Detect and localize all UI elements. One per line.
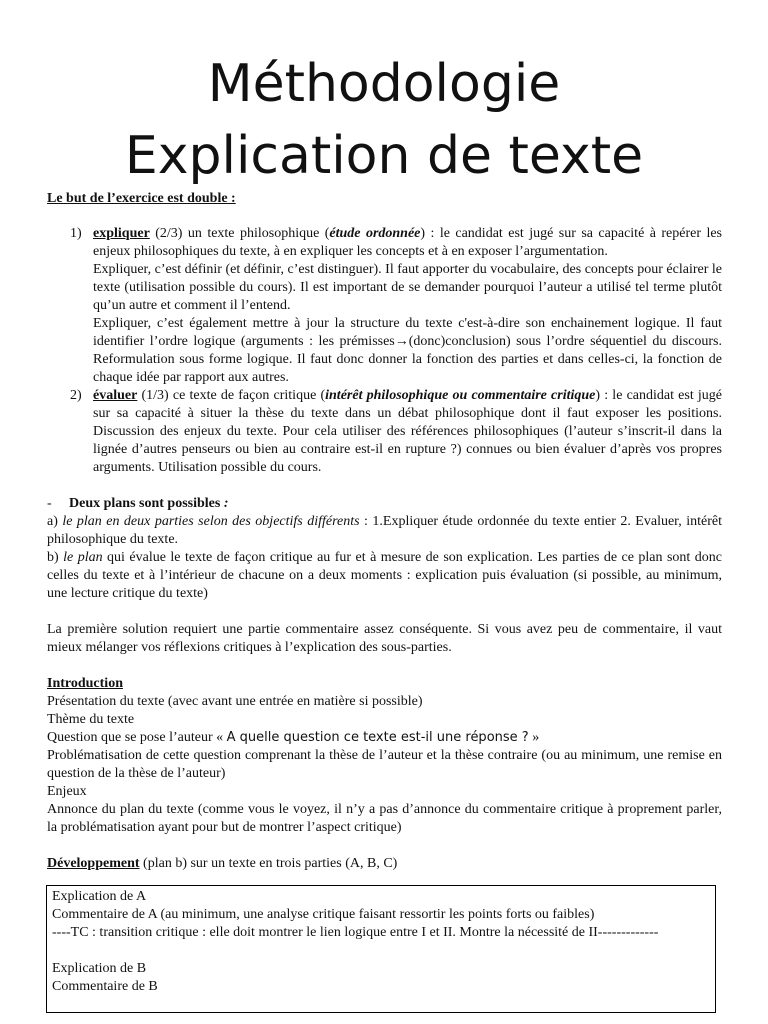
dash-bullet: - (47, 496, 52, 511)
keyword-expliquer: expliquer (93, 226, 150, 241)
spacer (47, 657, 722, 675)
question-suffix: » (528, 730, 540, 745)
introduction-heading: Introduction (47, 676, 123, 691)
introduction-line-5: Enjeux (47, 784, 87, 799)
keyword-evaluer: évaluer (93, 388, 138, 403)
title-line-1: Méthodologie (207, 54, 561, 114)
spacer (47, 837, 722, 855)
spacer (52, 942, 711, 960)
ratio-text: (1/3) ce texte de façon critique ( (137, 388, 326, 403)
plans-heading-colon: : (220, 496, 229, 511)
plan-a-prefix: a) (47, 514, 63, 529)
plans-heading (47, 495, 722, 513)
emphasis-commentaire-critique: intérêt philosophique ou commentaire critique (325, 388, 596, 403)
box-line-5: Commentaire de B (52, 979, 158, 994)
list-number: 1) (70, 226, 82, 241)
plan-b-prefix: b) (47, 550, 64, 565)
developpement-heading: Développement (47, 856, 140, 871)
plan-b (47, 549, 722, 603)
introduction-line-1: Présentation du texte (avec avant une entrée en matière si possible) (47, 694, 423, 709)
spacer (47, 603, 722, 621)
title-line-2: Explication de texte (124, 126, 644, 186)
document-body (47, 190, 722, 873)
paragraph-definir: Expliquer, c’est définir (et définir, c’est distinguer). Il faut apporter du vocabulaire, des concepts pour éclairer le texte (utilisation possible du cours). Il est important de se demander pourquoi l’auteur a utilisé tel terme plutôt qu’un autre et comment il l’entend. (93, 262, 722, 313)
paragraph-structure: Expliquer, c’est également mettre à jour la structure du texte c'est-à-dire son enchainement logique. Il faut identifier l’ordre logique (arguments : les prémisses→(donc)conclusion) sous l’ordre séquentiel du discours. Reformulation sous forme logique. Il faut donc donner la fonction des parties et dans celles-ci, la fonction de chaque idée par rapport aux autres. (93, 316, 722, 385)
emphasis-etude-ordonnee: étude ordonnée (329, 226, 421, 241)
intro-heading: Le but de l’exercice est double : (47, 191, 236, 206)
list-item-text (93, 387, 722, 477)
plan-a (47, 513, 722, 549)
developpement-heading-line (47, 855, 722, 873)
box-line-2: Commentaire de A (au minimum, une analyse critique faisant ressortir les points forts ou faibles) (52, 907, 595, 922)
plan-a-text: : 1.Expliquer étude ordonnée du texte entier 2. Evaluer, intérêt philosophique du texte. (47, 514, 722, 547)
introduction-line-6: Annonce du plan du texte (comme vous le voyez, il n’y a pas d’annonce du commentaire critique à proprement parler, la problématisation ayant pour but de montrer l’aspect critique) (47, 802, 722, 835)
list-number: 2) (70, 388, 82, 403)
plan-a-emphasis: le plan en deux parties selon des objectifs différents (62, 514, 360, 529)
question-prefix: Question que se pose l’auteur « (47, 730, 227, 745)
developpement-box (46, 885, 716, 1013)
item-description: ) : le candidat est jugé sur sa capacité à repérer les enjeux philosophiques du texte, à en expliquer les concepts et à en exposer l’argumentation. (93, 226, 722, 259)
objectives-list (47, 225, 722, 477)
introduction-line-3 (47, 729, 722, 747)
box-line-4: Explication de B (52, 961, 147, 976)
list-item-expliquer (47, 225, 722, 387)
list-item-evaluer (47, 387, 722, 477)
introduction-line-2: Thème du texte (47, 712, 135, 727)
item-description: ) : le candidat est jugé sur sa capacité à situer la thèse du texte dans un débat philosophique dont il faut exposer les positions. Discussion des enjeux du texte. Pour cela utiliser des références philosophiques (l’auteur s’inscrit-il dans la lignée d’autres penseurs ou bien au contraire est-il en rupture ?) connues ou bien évaluer d’après vos propres arguments. Utilisation possible du cours. (93, 388, 723, 475)
note-paragraph: La première solution requiert une partie commentaire assez conséquente. Si vous avez peu de commentaire, il vaut mieux mélanger vos réflexions critiques à l’explication des sous-parties. (47, 622, 722, 655)
question-text: A quelle question ce texte est-il une réponse ? (226, 730, 529, 745)
introduction-line-4: Problématisation de cette question comprenant la thèse de l’auteur et la thèse contraire (ou au minimum, une remise en question de la thèse de l’auteur) (47, 748, 722, 781)
box-line-1: Explication de A (52, 889, 147, 904)
list-item-text (93, 225, 722, 261)
plans-heading-text: Deux plans sont possibles (69, 496, 221, 511)
developpement-text: (plan b) sur un texte en trois parties (A, B, C) (139, 856, 398, 871)
plan-b-emphasis: le plan (63, 550, 103, 565)
spacer (47, 477, 722, 495)
plan-b-text: qui évalue le texte de façon critique au fur et à mesure de son explication. Les parties de ce plan sont donc celles du texte et à l’intérieur de chacune on a deux moments : explication puis évaluation (si possible, au minimum, une lecture critique du texte) (47, 550, 722, 601)
box-line-3: ----TC : transition critique : elle doit montrer le lien logique entre I et II. Montre la nécessité de II------------- (52, 925, 659, 940)
ratio-text: (2/3) un texte philosophique ( (149, 226, 330, 241)
